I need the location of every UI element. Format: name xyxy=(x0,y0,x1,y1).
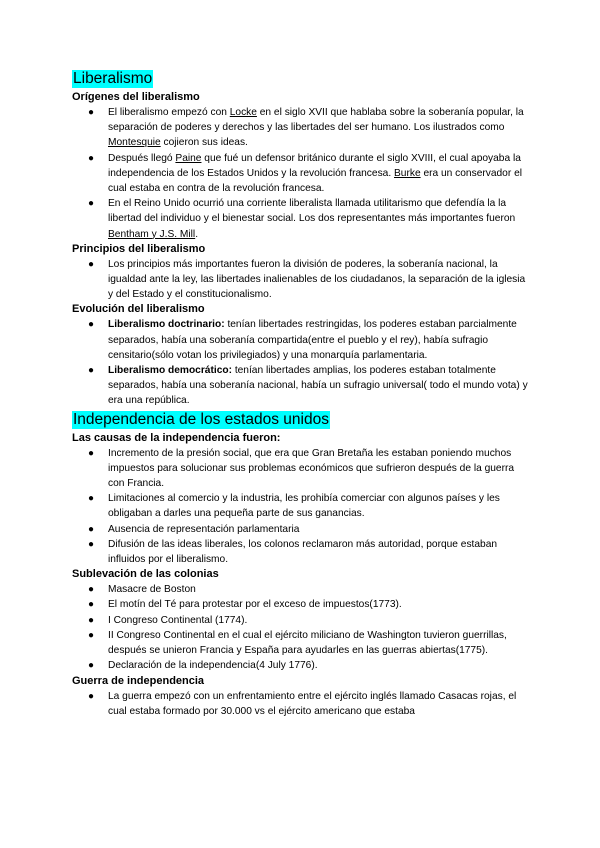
list-principios xyxy=(72,257,528,303)
link-burke[interactable]: Burke xyxy=(394,167,421,179)
bullet-icon: ● xyxy=(88,493,95,505)
heading-causas: Las causas de la independencia fueron: xyxy=(72,431,281,444)
heading-principios: Principios del liberalismo xyxy=(72,242,206,255)
link-paine[interactable]: Paine xyxy=(175,152,202,164)
bullet-icon: ● xyxy=(88,599,95,611)
bullet-icon: ● xyxy=(88,319,95,331)
list-item: ● Los principios más importantes fueron la división de poderes, la soberanía nacional, la igualdad ante la ley, las libertades inalienables de los ciudadanos, la separación de la iglesia y del Estado y el constitucionalismo. xyxy=(88,258,526,301)
heading-guerra: Guerra de independencia xyxy=(72,674,205,687)
bullet-icon: ● xyxy=(88,523,95,535)
bullet-icon: ● xyxy=(88,538,95,550)
bullet-icon: ● xyxy=(88,258,95,270)
list-item: ● Después llegó Paine que fué un defensor británico durante el siglo XVIII, el cual apoyaba la independencia de los Estados Unidos y la revolución francesa. Burke era un conservador el cual estaba en contra de la revolución francesa. xyxy=(88,152,522,195)
list-item: ● Liberalismo doctrinario: tenían libertades restringidas, los poderes estaban parcialmente separados, había una soberanía compartida(entre el pueblo y el rey), había sufragio censitario(sólo votan los privilegiados) y una monarquía parlamentaria. xyxy=(88,319,517,361)
bullet-icon: ● xyxy=(88,107,95,118)
bullet-icon: ● xyxy=(88,614,95,626)
bullet-icon: ● xyxy=(88,629,95,641)
list-item: ● Liberalismo democrático: tenían libertades amplias, los poderes estaban totalmente separados, había una soberanía nacional, había un sufragio universal( todo el mundo vota) y era una república. xyxy=(88,365,528,407)
list-evolucion xyxy=(72,317,528,408)
bullet-icon: ● xyxy=(88,365,95,377)
heading-origenes: Orígenes del liberalismo xyxy=(72,91,200,103)
bullet-icon: ● xyxy=(88,690,95,702)
list-item: ● El motín del Té para protestar por el exceso de impuestos(1773). xyxy=(72,597,528,612)
bullet-icon: ● xyxy=(88,660,95,672)
bullet-icon: ● xyxy=(88,152,95,164)
list-sublevacion xyxy=(72,582,528,673)
heading-evolucion: Evolución del liberalismo xyxy=(72,303,205,316)
list-item: ● Limitaciones al comercio y la industria, les prohibía comerciar con algunos países y les obligaban a darles una pequeña parte de sus ganancias. xyxy=(88,493,500,520)
list-item: ● La guerra empezó con un enfrentamiento entre el ejército inglés llamado Casacas rojas, el cual estaba formado por 30.000 vs el ejército americano que estaba xyxy=(88,690,517,717)
list-item: ● Difusión de las ideas liberales, los colonos reclamaron más autoridad, porque estaban influidos por el liberalismo. xyxy=(88,538,498,566)
list-item: ● I Congreso Continental (1774). xyxy=(72,613,528,628)
list-item: ● En el Reino Unido ocurrió una corriente liberalista llamada utilitarismo que defendía la la libertad del individuo y el bienestar social. Los dos representantes más importantes fueron Bentham y J.S. Mill. xyxy=(88,198,516,240)
bullet-icon: ● xyxy=(88,198,95,210)
list-item: ● Masacre de Boston xyxy=(72,582,528,597)
list-item: ● II Congreso Continental en el cual el ejército miliciano de Washington tuvieron guerrillas, después se unieron Francia y España para ayudarles en las guerras abiertas(1775). xyxy=(88,629,507,657)
list-item: ● Ausencia de representación parlamentaria xyxy=(72,522,528,537)
link-montesquie[interactable]: Montesquie xyxy=(108,137,161,149)
list-causas xyxy=(72,446,528,568)
list-item: ● Declaración de la independencia(4 July 1776). xyxy=(72,658,528,673)
link-locke[interactable]: Locke xyxy=(229,107,257,118)
bullet-icon: ● xyxy=(88,584,95,596)
document-page xyxy=(72,70,528,719)
list-origenes xyxy=(72,105,528,242)
bullet-icon: ● xyxy=(88,447,95,459)
list-item: ● Incremento de la presión social, que era que Gran Bretaña les estaban poniendo muchos impuestos para solucionar sus problemas económicos que sufrieron después de la guerra con Francia. xyxy=(88,447,515,490)
heading-sublevacion: Sublevación de las colonias xyxy=(72,568,219,581)
link-bentham-mill[interactable]: Bentham y J.S. Mill xyxy=(108,228,196,240)
list-guerra xyxy=(72,689,528,719)
section-title-liberalismo: Liberalismo xyxy=(73,70,153,87)
list-item: ● El liberalismo empezó con Locke en el siglo XVII que hablaba sobre la soberanía popular, la separación de poderes y derechos y las libertades del ser humano. Los ilustrados como Montesquie cojieron sus ideas. xyxy=(88,107,524,149)
section-title-independencia: Independencia de los estados unidos xyxy=(73,410,329,428)
